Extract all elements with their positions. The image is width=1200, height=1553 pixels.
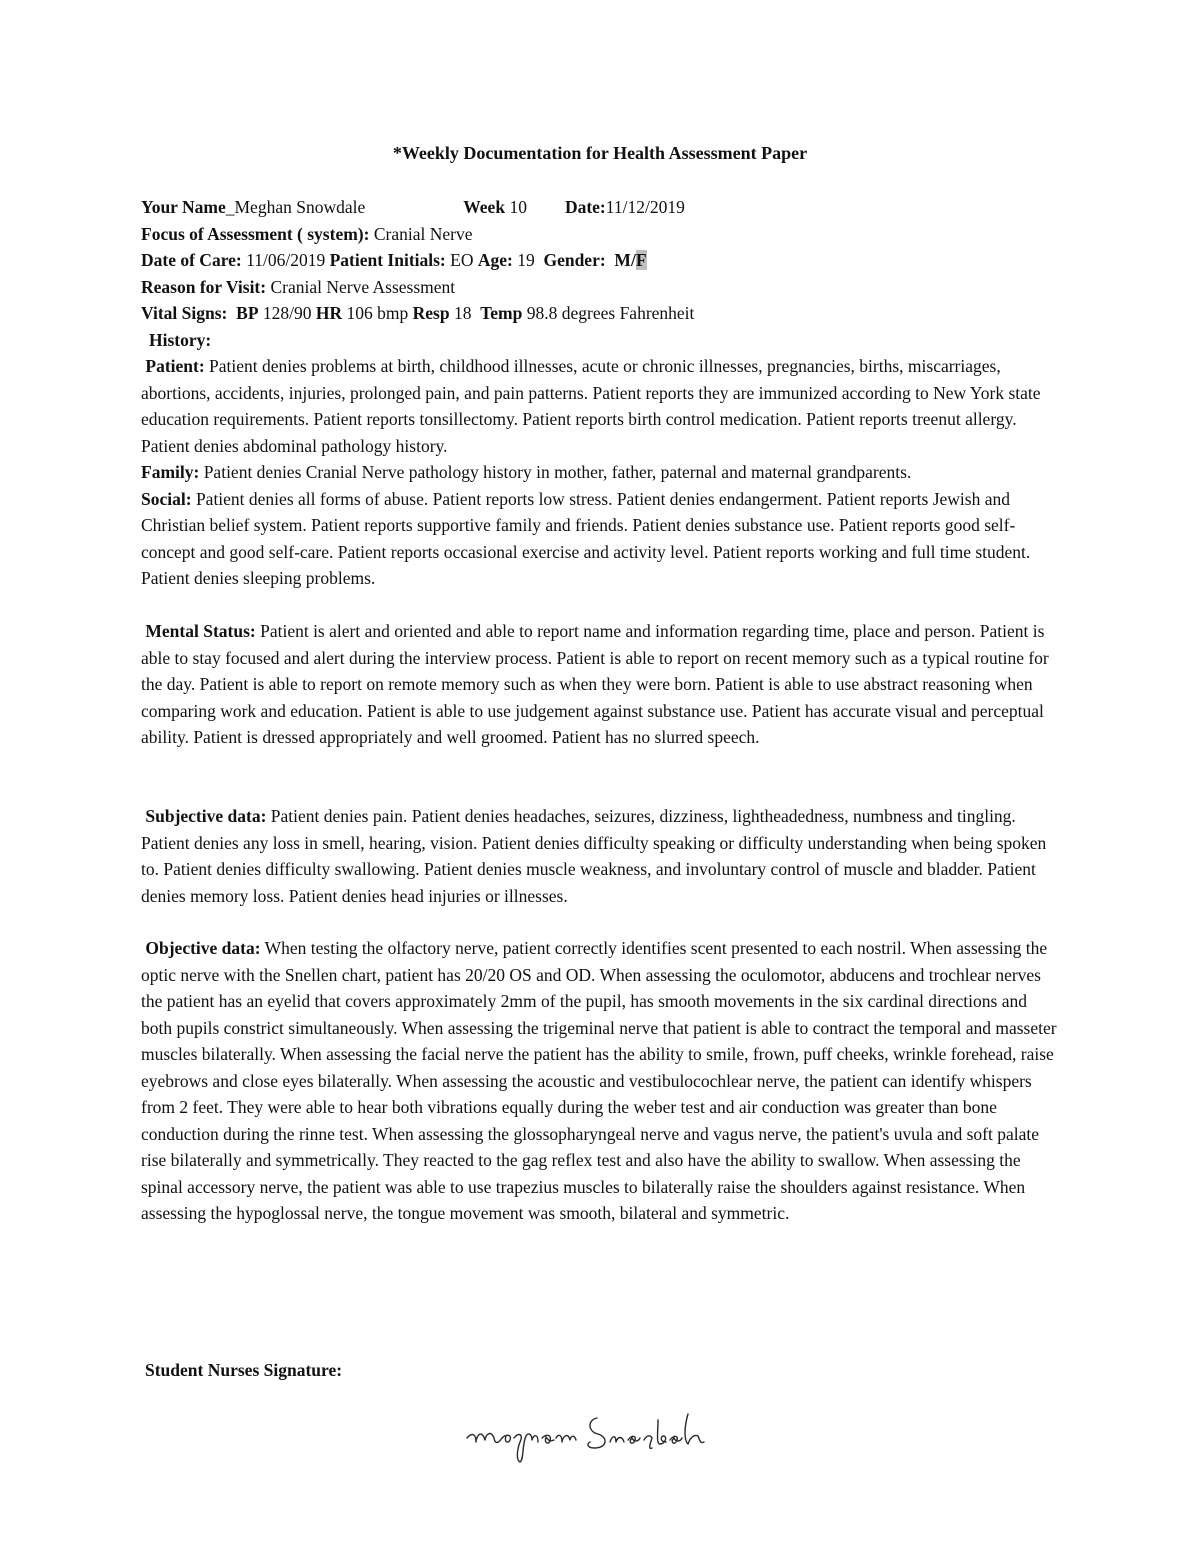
history-label: History: bbox=[149, 329, 212, 350]
focus-value: Cranial Nerve bbox=[373, 223, 473, 244]
family-label: Family: bbox=[141, 462, 200, 482]
subjective-text: Patient denies pain. Patient denies headaches, seizures, dizziness, lightheadedness, numbness and tingling. Patient denies any loss in smell, hearing, vision. Patient denies difficulty speaking or difficulty understanding when being spoken to. Patient denies difficulty swallowing. Patient denies muscle weakness, and involuntary control of muscle and bladder. Patient denies memory loss. Patient denies head injuries or illnesses. bbox=[141, 806, 1047, 906]
subjective-section bbox=[141, 803, 1059, 909]
gender-label: Gender: bbox=[543, 250, 606, 270]
header-block bbox=[141, 194, 1061, 353]
vitals-line bbox=[141, 300, 1061, 327]
reason-line bbox=[141, 274, 1061, 301]
care-line bbox=[141, 247, 1061, 274]
reason-value: Cranial Nerve Assessment bbox=[270, 276, 456, 297]
age-value: 19 bbox=[517, 250, 535, 270]
patient-label: Patient: bbox=[145, 356, 205, 376]
objective-section bbox=[141, 935, 1059, 1227]
temp-label: Temp bbox=[480, 303, 523, 323]
hr-value: 106 bmp bbox=[346, 303, 409, 323]
reason-label: Reason for Visit: bbox=[141, 276, 267, 297]
document-title: *Weekly Documentation for Health Assessment Paper bbox=[392, 143, 808, 163]
initials-value: EO bbox=[450, 250, 474, 270]
family-history bbox=[141, 459, 1059, 486]
age-label: Age: bbox=[477, 250, 513, 270]
patient-history bbox=[141, 353, 1059, 459]
initials-label: Patient Initials: bbox=[329, 250, 446, 270]
name-line bbox=[141, 194, 1061, 221]
mental-label: Mental Status: bbox=[145, 621, 256, 641]
resp-label: Resp bbox=[412, 303, 450, 323]
vitals-label: Vital Signs: bbox=[141, 303, 228, 323]
date-label: Date: bbox=[564, 197, 606, 217]
objective-label: Objective data: bbox=[145, 938, 261, 958]
handwritten-signature bbox=[462, 1400, 722, 1470]
subjective-label: Subjective data: bbox=[145, 806, 267, 826]
family-text: Patient denies Cranial Nerve pathology history in mother, father, paternal and maternal grandparents. bbox=[203, 462, 912, 482]
bp-label: BP bbox=[236, 303, 259, 323]
mental-status-section bbox=[141, 618, 1059, 751]
resp-value: 18 bbox=[453, 303, 472, 323]
objective-text: When testing the olfactory nerve, patient correctly identifies scent presented to each nostril. When assessing the optic nerve with the Snellen chart, patient has 20/20 OS and OD. When assessing the oculomotor, abducens and trochlear nerves the patient has an eyelid that covers approximately 2mm of the pupil, has smooth movements in the six cardinal directions and both pupils constrict simultaneously. When assessing the trigeminal nerve that patient is able to contract the temporal and masseter muscles bilaterally. When assessing the facial nerve the patient has the ability to smile, frown, puff cheeks, wrinkle forehead, raise eyebrows and close eyes bilaterally. When assessing the acoustic and vestibulocochlear nerve, the patient can identify whispers from 2 feet. They were able to hear both vibrations equally during the weber test and air conduction was greater than bone conduction during the rinne test. When assessing the glossopharyngeal nerve and vagus nerve, the patient's uvula and soft palate rise bilaterally and symmetrically. They reacted to the gag reflex test and also have the ability to swallow. When assessing the spinal accessory nerve, the patient was able to use trapezius muscles to bilaterally raise the shoulders against resistance. When assessing the hypoglossal nerve, the tongue movement was smooth, bilateral and symmetric. bbox=[141, 938, 1057, 1223]
hr-label: HR bbox=[315, 303, 343, 323]
social-label: Social: bbox=[141, 488, 192, 509]
date-value: 11/12/2019 bbox=[605, 197, 685, 217]
name-label: Your Name bbox=[141, 197, 226, 217]
social-text: Patient denies all forms of abuse. Patient reports low stress. Patient denies endangerment. Patient reports Jewish and Christian belief system. Patient reports supportive family and friends. Patient denies substance use. Patient reports good self-concept and good self-care. Patient reports occasional exercise and activity level. Patient reports working and full time student. Patient denies sleeping problems. bbox=[141, 488, 1031, 588]
mental-text: Patient is alert and oriented and able to report name and information regarding time, place and person. Patient is able to stay focused and alert during the interview process. Patient is able to report on recent memory such as a typical routine for the day. Patient is able to report on remote memory such as when they were born. Patient is able to use abstract reasoning when comparing work and education. Patient is able to use judgement against substance use. Patient has accurate visual and perceptual ability. Patient is dressed appropriately and well groomed. Patient has no slurred speech. bbox=[141, 621, 1049, 747]
care-value: 11/06/2019 bbox=[246, 250, 326, 270]
week-label: Week bbox=[463, 197, 506, 217]
history-heading bbox=[141, 327, 1061, 354]
name-value: _Meghan Snowdale bbox=[225, 197, 366, 217]
signature-label: Student Nurses Signature: bbox=[145, 1360, 343, 1380]
care-label: Date of Care: bbox=[141, 250, 242, 270]
gender-f-selected: F bbox=[635, 250, 647, 270]
patient-text: Patient denies problems at birth, childhood illnesses, acute or chronic illnesses, pregnancies, births, miscarriages, abortions, accidents, injuries, prolonged pain, and pain patterns. Patient reports they are immunized according to New York state education requirements. Patient reports tonsillectomy. Patient reports birth control medication. Patient reports treenut allergy. Patient denies abdominal pathology history. bbox=[141, 356, 1041, 456]
week-value: 10 bbox=[509, 197, 527, 217]
bp-value: 128/90 bbox=[262, 303, 312, 323]
focus-line bbox=[141, 221, 1061, 248]
temp-value: 98.8 degrees Fahrenheit bbox=[526, 303, 695, 323]
history-section bbox=[141, 353, 1059, 592]
gender-m: M/ bbox=[614, 250, 636, 270]
focus-label: Focus of Assessment ( system): bbox=[141, 223, 370, 244]
social-history bbox=[141, 486, 1059, 592]
